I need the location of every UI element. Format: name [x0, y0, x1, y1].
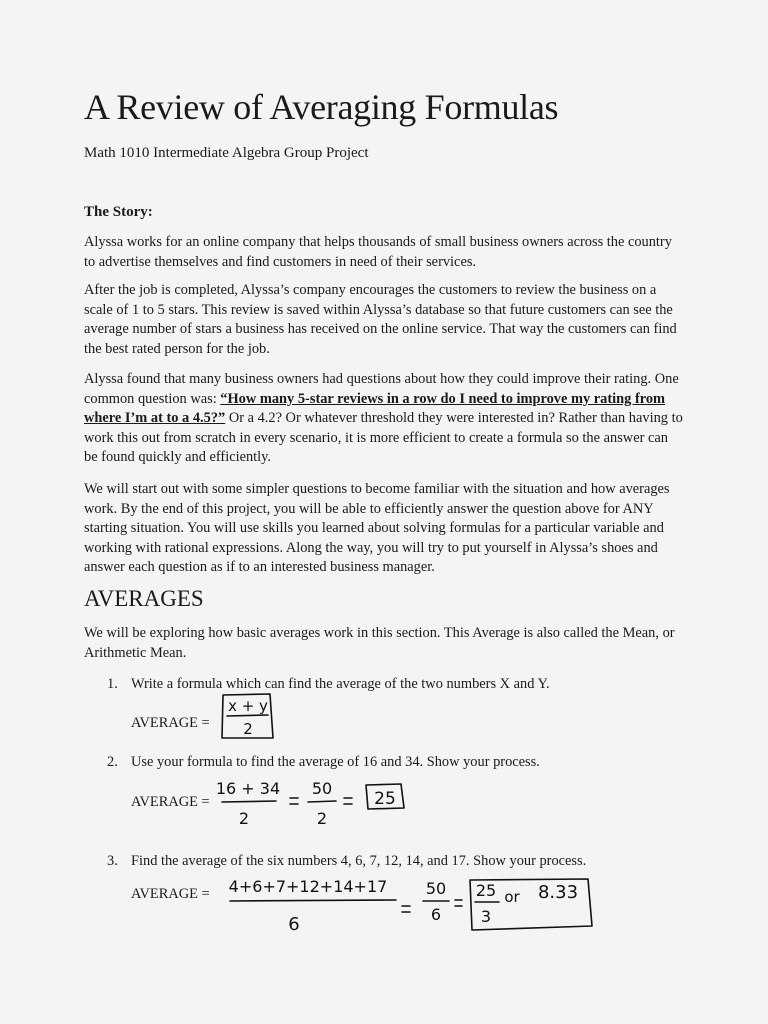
fraction-bar: [230, 900, 396, 901]
page-title: A Review of Averaging Formulas: [84, 87, 559, 127]
q3-numerator-2: 50: [425, 879, 447, 898]
q2-denominator-2: 2: [316, 809, 328, 828]
course-subtitle: Math 1010 Intermediate Algebra Group Project: [84, 145, 369, 161]
q3-numerator-3: 25: [475, 881, 497, 900]
question-text: Find the average of the six numbers 4, 6, 7, 12, 14, and 17. Show your process.: [131, 853, 587, 869]
question-text: Write a formula which can find the average of the two numbers X and Y.: [131, 676, 550, 692]
average-label: AVERAGE =: [131, 715, 210, 731]
question-1: [107, 676, 550, 693]
average-label: AVERAGE =: [131, 794, 210, 810]
question-number: 2.: [107, 754, 118, 770]
average-label: AVERAGE =: [131, 886, 210, 902]
q2-numerator: 16 + 34: [215, 779, 281, 798]
fraction-bar: [227, 715, 268, 716]
key-question-highlight: “How many 5-star reviews in a row do I need to improve my rating from where I’m at to a 4.5?”: [84, 390, 666, 426]
q3-numerator: 4+6+7+12+14+17: [228, 877, 388, 896]
story-paragraph-3-lead: Alyssa found that many business owners had questions about how they could improve their rating. One common question was:: [84, 371, 679, 407]
story-paragraph-2: After the job is completed, Alyssa’s company encourages the customers to review the business on a scale of 1 to 5 stars. This review is saved within Alyssa’s database so that future customers can see the average number of stars a business has received on the online service. That way the customers can find the best rated person for the job.: [84, 282, 677, 357]
averages-heading: AVERAGES: [84, 586, 204, 611]
fraction-bar: [222, 801, 276, 802]
q2-result: 25: [374, 789, 396, 809]
q2-denominator: 2: [238, 809, 250, 828]
story-paragraph-3-tail: Or a 4.2? Or whatever threshold they were interested in? Rather than having to work this out from scratch in every scenario, it is more efficient to create a formula so the answer can be found quickly and efficiently.: [84, 410, 683, 465]
question-text: Use your formula to find the average of 16 and 34. Show your process.: [131, 754, 540, 770]
q3-denominator-3: 3: [480, 907, 492, 926]
q3-or-word: or: [504, 888, 520, 906]
question-3: [107, 853, 586, 870]
story-heading: The Story:: [84, 204, 153, 220]
q3-decimal-result: 8.33: [537, 882, 579, 903]
story-paragraph-3: [84, 370, 684, 468]
q2-handwritten-answer: [215, 776, 418, 832]
question-number: 1.: [107, 676, 118, 692]
q2-numerator-2: 50: [311, 779, 333, 798]
story-paragraph-1: Alyssa works for an online company that helps thousands of small business owners across the country to advertise themselves and find customers in need of their services.: [84, 234, 672, 270]
averages-intro: We will be exploring how basic averages work in this section. This Average is also called the Mean, or Arithmetic Mean.: [84, 625, 675, 661]
story-paragraph-4: We will start out with some simpler questions to become familiar with the situation and how averages work. By the end of this project, you will be able to efficiently answer the question above for ANY starting situation. You will use skills you learned about solving formulas for a particular variable and working with rational expressions. Along the way, you will try to put yourself in Alyssa’s shoes and answer each question as if to an interested business manager.: [84, 481, 670, 575]
q3-denominator: 6: [288, 914, 300, 935]
q1-handwritten-answer: [218, 692, 278, 742]
fraction-bar: [308, 801, 336, 802]
q3-denominator-2: 6: [430, 905, 442, 924]
q3-handwritten-answer: [226, 872, 606, 944]
q1-denominator: 2: [243, 720, 253, 738]
question-number: 3.: [107, 853, 118, 869]
q1-numerator: x + y: [228, 697, 268, 715]
question-2: [107, 754, 540, 771]
